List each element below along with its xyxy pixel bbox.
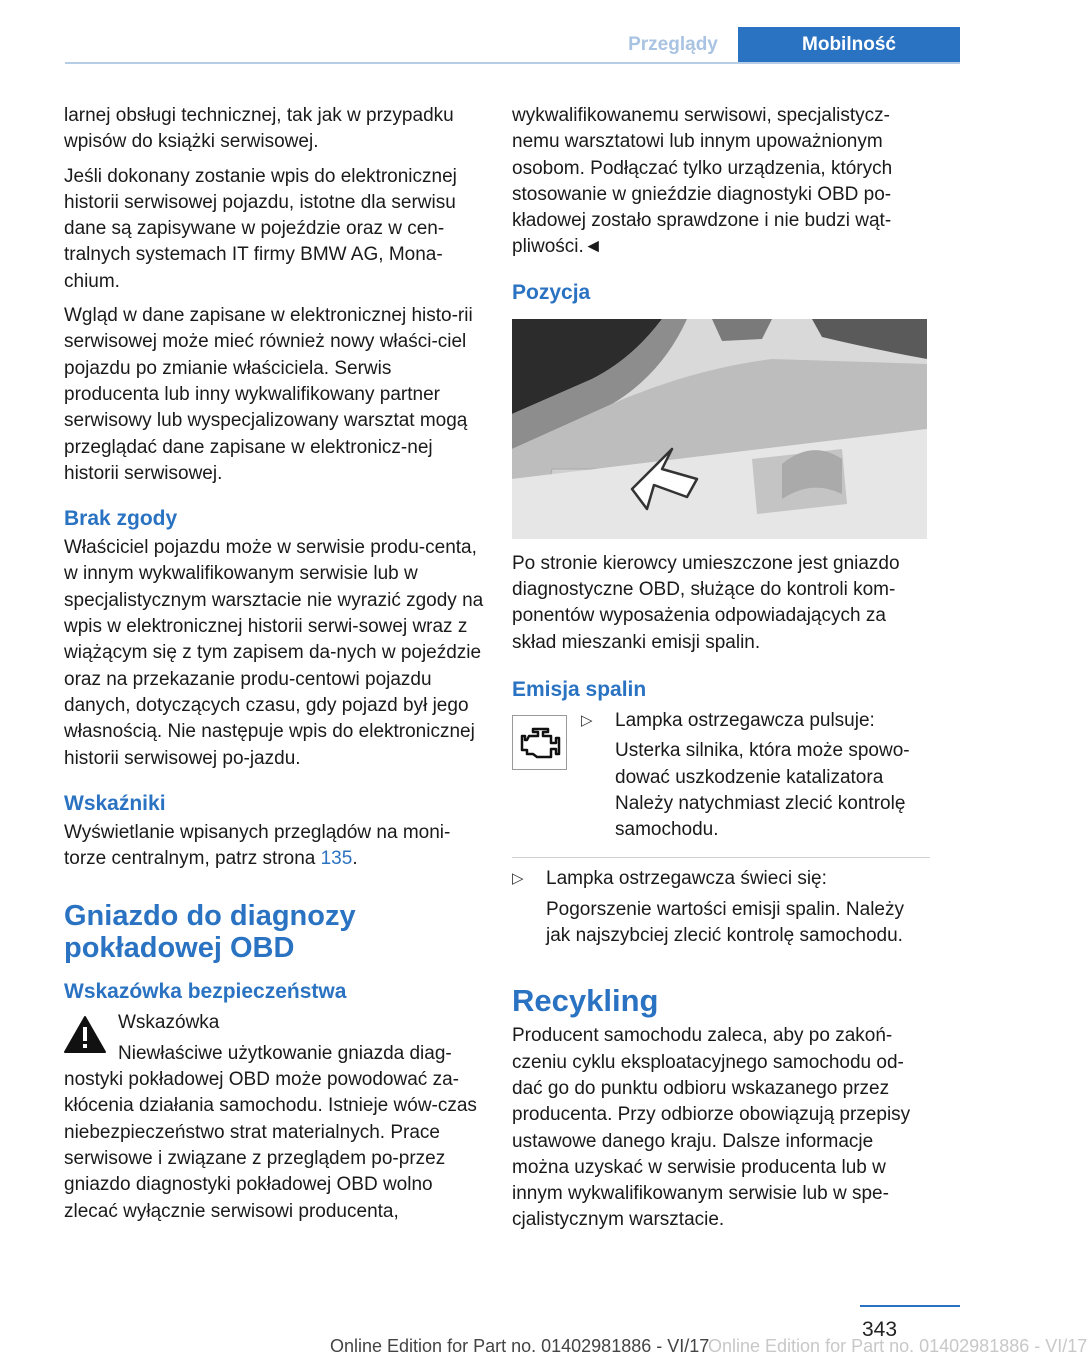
triangle-bullet-icon: ▷ (512, 870, 524, 888)
paragraph-text: Wyświetlanie wpisanych przeglądów na moni-torze centralnym, patrz strona (64, 821, 451, 870)
heading-recykling: Recykling (512, 983, 659, 1019)
paragraph: Wgląd w dane zapisane w elektronicznej histo-rii serwisowej może mieć również nowy właści-ciel pojazdu po zmianie właściciela. Serwis producenta lub inny wykwalifikowany partner serwisowy lub wyspecjalizowany warsztat mogą przeglądać dane zapisane w elektronicz-nej historii serwisowej. (64, 305, 473, 484)
footer-edition: Online Edition for Part no. 01402981886 - VI/17 (330, 1336, 710, 1356)
tab-przeglady[interactable]: Przeglądy (628, 33, 718, 55)
heading-gniazdo-obd: Gniazdo do diagnozy pokładowej OBD (64, 900, 356, 965)
triangle-bullet-icon: ▷ (581, 711, 593, 729)
paragraph-end: . (352, 848, 358, 870)
list-item-head: Lampka ostrzegawcza pulsuje: (615, 709, 875, 731)
warning-block (64, 1010, 484, 1067)
indicator-row (512, 708, 930, 847)
list-item (581, 708, 930, 843)
footer-rule (860, 1305, 960, 1307)
paragraph: Jeśli dokonany zostanie wpis do elektronicznej historii serwisowej pojazdu, istotne dla serwisu dane są zapisywane w pojeździe oraz w cen-tralnych systemach IT firmy BMW AG, Mona-chium. (64, 165, 457, 292)
warning-title: Wskazówka (118, 1012, 220, 1034)
indicator-list (581, 708, 930, 847)
page-link-135[interactable]: 135 (320, 848, 353, 870)
paragraph: Właściciel pojazdu może w serwisie produ-centa, w innym wykwalifikowanym serwisie lub w specjalistycznym warsztacie nie wyrazić zgody na wpis w elektronicznej historii serwi-sowej wraz z wiążącym się z tym zapisem da-nych w pojeździe oraz na przekazanie produ-centowi pojazdu danych, dotyczących czasu, gdy pojazd był jego własnością. Nie następuje wpis do elektronicznej historii serwisowej po-jazdu. (64, 537, 484, 769)
paragraph-wskazniki (64, 820, 484, 873)
warning-triangle-icon (64, 1016, 106, 1053)
paragraph: larnej obsługi technicznej, tak jak w przypadku wpisów do książki serwisowej. (64, 105, 454, 153)
header-rule (65, 62, 960, 64)
list-item-body: Pogorszenie wartości emisji spalin. Należy jak najszybciej zlecić kontrolę samochodu. (546, 898, 904, 947)
paragraph: Po stronie kierowcy umieszczone jest gniazdo diagnostyczne OBD, służące do kontroli kom-ponentów wyposażenia odpowiadających za skład mieszanki emisji spalin. (512, 552, 900, 653)
warning-text: nostyki pokładowej OBD może powodować za-kłócenia działania samochodu. Istnieje wów-czas niebezpieczeństwo strat materialnych. Prace serwisowe i związane z przeglądem po-przez gniazdo diagnostyki pokładowej OBD wolno zlecać wyłącznie serwisowi producenta, (64, 1069, 477, 1222)
page-number: 343 (862, 1318, 898, 1341)
left-column (64, 103, 484, 1225)
heading-emisja-spalin: Emisja spalin (512, 677, 647, 701)
heading-wskazniki: Wskaźniki (64, 791, 166, 815)
list-item (512, 866, 930, 949)
tab-mobilnosc[interactable]: Mobilność (738, 27, 960, 62)
list-item-body: Usterka silnika, która może spowo-dować uszkodzenie katalizatora Należy natychmiast zlecić kontrolę samochodu. (615, 740, 910, 841)
list-item-head: Lampka ostrzegawcza świeci się: (546, 868, 827, 890)
divider (512, 857, 930, 858)
obd-location-photo (512, 319, 927, 539)
heading-pozycja: Pozycja (512, 280, 591, 304)
warning-continuation (64, 1067, 484, 1225)
heading-wskazowka-bezpieczenstwa: Wskazówka bezpieczeństwa (64, 980, 347, 1004)
paragraph: wykwalifikowanemu serwisowi, specjalistycz-nemu warsztatowi lub innym upoważnionym osobom. Podłączać tylko urządzenia, których stosowanie w gnieździe diagnostyki OBD po-kładowej zostało sprawdzone i nie budzi wąt-pliwości.◄ (512, 105, 893, 258)
warning-lead: Niewłaściwe użytkowanie gniazda diag- (118, 1042, 452, 1064)
paragraph: Producent samochodu zaleca, aby po zakoń-czeniu cyklu eksploatacyjnego samochodu od-dać go do punktu odbioru wskazanego przez producenta. Przy odbiorze obowiązują przepisy ustawowe danego kraju. Dalsze informacje można uzyskać w serwisie producenta lub w innym wykwalifikowanym serwisie lub w spe-cjalistycznym warsztacie. (512, 1025, 911, 1231)
engine-warning-icon (512, 715, 567, 770)
watermark: Online Edition for Part no. 01402981886 - VI/17 (708, 1336, 1087, 1356)
heading-brak-zgody: Brak zgody (64, 507, 178, 531)
right-column (512, 103, 930, 1242)
